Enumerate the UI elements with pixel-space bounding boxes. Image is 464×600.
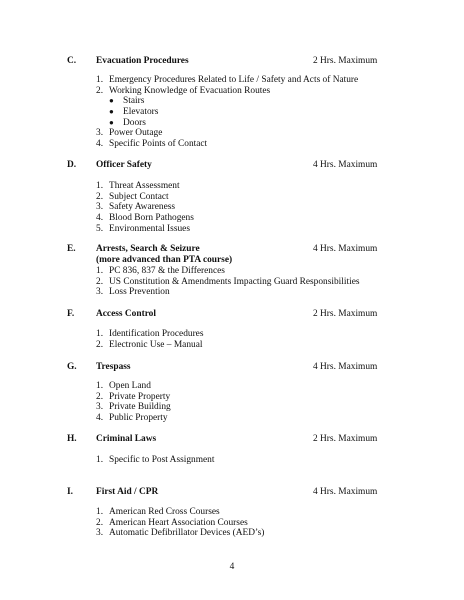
section-item-list (96, 455, 214, 466)
sub-list (96, 96, 358, 128)
list-item: 2. Private Property (96, 391, 171, 402)
section-header (0, 309, 464, 320)
page-number: 4 (229, 562, 235, 572)
section-hour-limit: 2 Hrs. Maximum (313, 309, 378, 319)
section-item-list (96, 181, 194, 234)
list-item: 1. Open Land (96, 381, 151, 391)
section-h (0, 434, 464, 465)
sub-list-item: ● Doors (109, 117, 146, 128)
list-item: 5. Environmental Issues (96, 223, 190, 234)
section-title: Trespass (96, 362, 131, 372)
section-e (0, 244, 464, 298)
section-subtitle: (more advanced than PTA course) (96, 255, 233, 265)
list-item: 3. Power Outage (96, 128, 163, 139)
list-item: 3. Loss Prevention (96, 287, 170, 298)
section-item-list (96, 381, 171, 424)
list-item: 1. Identification Procedures (96, 329, 204, 339)
list-item: 2. US Constitution & Amendments Impacting Guard Responsibilities (96, 276, 360, 287)
sub-list-container (96, 96, 358, 128)
section-hour-limit: 2 Hrs. Maximum (313, 56, 378, 66)
sub-list-item: ● Stairs (109, 96, 145, 107)
section-letter: G. (67, 362, 77, 372)
bullet-icon: ● (109, 117, 114, 127)
section-d (0, 160, 464, 234)
section-header (0, 434, 464, 445)
section-title: Criminal Laws (96, 434, 157, 444)
section-letter: E. (67, 244, 76, 254)
section-item-list (96, 75, 358, 150)
section-letter: D. (67, 160, 77, 170)
bullet-icon: ● (109, 96, 114, 106)
list-item: 4. Specific Points of Contact (96, 139, 208, 150)
section-title: Access Control (96, 309, 156, 319)
section-hour-limit: 4 Hrs. Maximum (313, 244, 378, 254)
section-item-list (96, 266, 360, 298)
section-title: First Aid / CPR (96, 487, 159, 497)
list-item: 1. PC 836, 837 & the Differences (96, 266, 225, 276)
section-item-list (96, 507, 264, 539)
section-header (0, 160, 464, 171)
section-letter: F. (67, 309, 75, 319)
list-item: 3. Private Building (96, 402, 171, 413)
section-title: Evacuation Procedures (96, 56, 189, 66)
section-letter: I. (67, 487, 73, 497)
section-header (0, 244, 464, 255)
list-item: 2. American Heart Association Courses (96, 517, 248, 528)
list-item: 2. Electronic Use – Manual (96, 339, 203, 350)
list-item: 1. Threat Assessment (96, 181, 180, 191)
bullet-icon: ● (109, 107, 114, 117)
section-i (0, 487, 464, 539)
section-hour-limit: 4 Hrs. Maximum (313, 160, 378, 170)
sub-list-item: ● Elevators (109, 107, 159, 118)
section-title: Officer Safety (96, 160, 152, 170)
list-item: 2. Subject Contact (96, 191, 169, 202)
section-letter: C. (67, 56, 77, 66)
section-hour-limit: 4 Hrs. Maximum (313, 487, 378, 497)
list-item: 1. Specific to Post Assignment (96, 455, 215, 465)
section-g (0, 362, 464, 424)
list-item: 4. Public Property (96, 413, 168, 424)
section-c (0, 56, 464, 150)
list-item: 1. American Red Cross Courses (96, 507, 220, 517)
section-hour-limit: 2 Hrs. Maximum (313, 434, 378, 444)
section-item-list (96, 329, 204, 350)
section-title: Arrests, Search & Seizure (96, 244, 200, 254)
list-item: 2. Working Knowledge of Evacuation Routes (96, 85, 271, 96)
section-letter: H. (67, 434, 77, 444)
section-hour-limit: 4 Hrs. Maximum (313, 362, 378, 372)
list-item: 3. Safety Awareness (96, 202, 176, 213)
list-item: 4. Blood Born Pathogens (96, 213, 194, 224)
section-f (0, 309, 464, 350)
section-header (0, 362, 464, 373)
list-item: 3. Automatic Defibrillator Devices (AED’s) (96, 528, 265, 539)
list-item: 1. Emergency Procedures Related to Life / Safety and Acts of Nature (96, 75, 359, 85)
section-header (0, 487, 464, 498)
section-header (0, 56, 464, 67)
